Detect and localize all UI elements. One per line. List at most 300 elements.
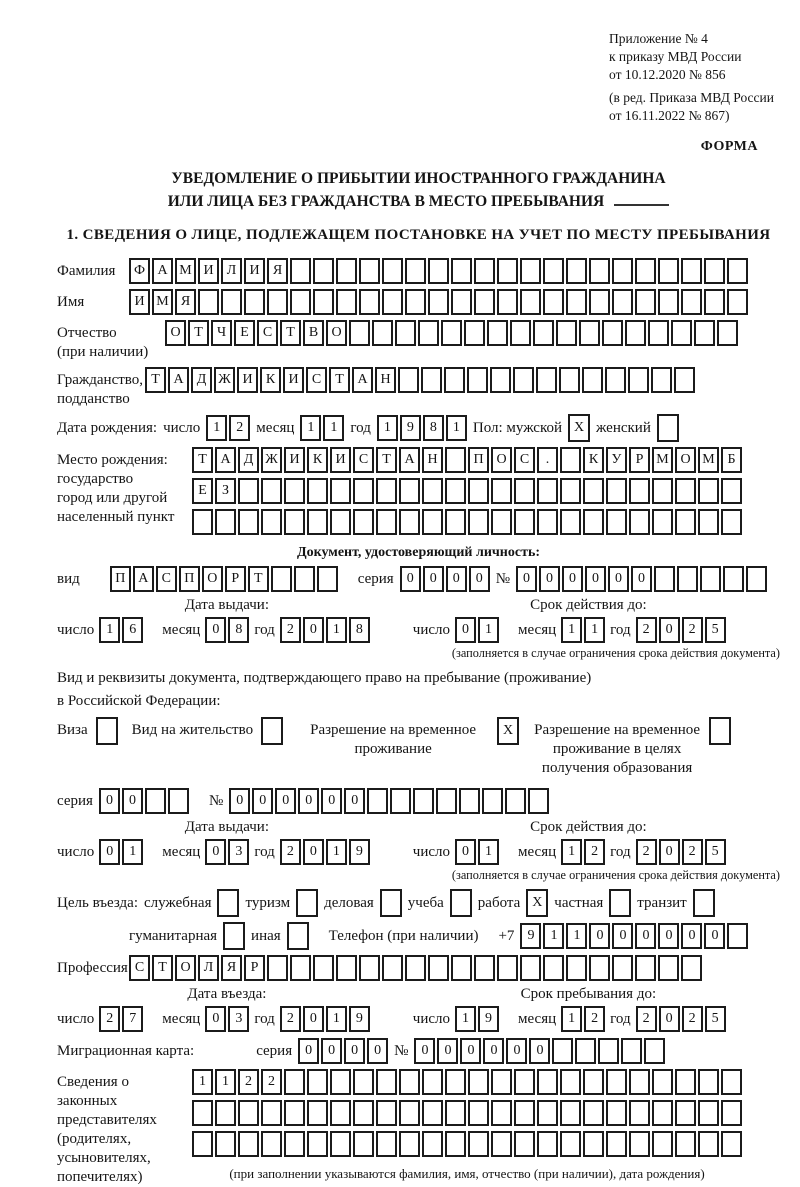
form-cell[interactable] <box>528 788 549 814</box>
form-cell[interactable]: К <box>307 447 328 473</box>
form-cell[interactable] <box>445 509 466 535</box>
form-cell[interactable] <box>215 1131 236 1157</box>
form-cell[interactable] <box>491 1131 512 1157</box>
form-cell[interactable] <box>382 258 403 284</box>
form-cell[interactable] <box>625 320 646 346</box>
form-cell[interactable] <box>459 788 480 814</box>
form-cell[interactable] <box>497 258 518 284</box>
form-cell[interactable]: А <box>152 258 173 284</box>
form-cell[interactable] <box>307 1100 328 1126</box>
form-cell[interactable] <box>629 1100 650 1126</box>
form-cell[interactable] <box>583 1069 604 1095</box>
form-cell[interactable] <box>353 478 374 504</box>
form-cell[interactable]: 2 <box>280 1006 301 1032</box>
form-cell[interactable]: 0 <box>681 923 702 949</box>
form-cell[interactable] <box>717 320 738 346</box>
form-cell[interactable] <box>694 320 715 346</box>
form-cell[interactable]: 0 <box>205 1006 226 1032</box>
form-cell[interactable] <box>629 509 650 535</box>
form-cell[interactable]: 0 <box>414 1038 435 1064</box>
form-cell[interactable]: Л <box>198 955 219 981</box>
form-cell[interactable]: О <box>326 320 347 346</box>
form-cell[interactable] <box>727 923 748 949</box>
form-cell[interactable]: 0 <box>635 923 656 949</box>
form-cell[interactable]: 0 <box>122 788 143 814</box>
temp-residence-checkbox[interactable]: X <box>497 717 519 745</box>
form-cell[interactable] <box>677 566 698 592</box>
form-cell[interactable]: И <box>237 367 258 393</box>
form-cell[interactable]: 8 <box>423 415 444 441</box>
form-cell[interactable]: С <box>129 955 150 981</box>
form-cell[interactable] <box>559 367 580 393</box>
form-cell[interactable] <box>671 320 692 346</box>
form-cell[interactable]: Я <box>175 289 196 315</box>
form-cell[interactable]: Ч <box>211 320 232 346</box>
form-cell[interactable] <box>635 289 656 315</box>
form-cell[interactable] <box>491 1069 512 1095</box>
form-cell[interactable] <box>284 1131 305 1157</box>
form-cell[interactable] <box>474 955 495 981</box>
form-cell[interactable] <box>444 367 465 393</box>
form-cell[interactable] <box>513 367 534 393</box>
form-cell[interactable] <box>674 367 695 393</box>
form-cell[interactable]: 0 <box>608 566 629 592</box>
form-cell[interactable]: 0 <box>539 566 560 592</box>
form-cell[interactable] <box>451 289 472 315</box>
form-cell[interactable] <box>514 478 535 504</box>
form-cell[interactable]: 1 <box>561 617 582 643</box>
form-cell[interactable]: 1 <box>323 415 344 441</box>
form-cell[interactable]: 0 <box>659 1006 680 1032</box>
form-cell[interactable]: И <box>244 258 265 284</box>
form-cell[interactable] <box>698 1100 719 1126</box>
form-cell[interactable] <box>422 1100 443 1126</box>
form-cell[interactable] <box>652 509 673 535</box>
form-cell[interactable] <box>399 1131 420 1157</box>
form-cell[interactable] <box>566 955 587 981</box>
form-cell[interactable] <box>441 320 462 346</box>
form-cell[interactable] <box>192 1131 213 1157</box>
form-cell[interactable]: 1 <box>326 617 347 643</box>
form-cell[interactable] <box>376 478 397 504</box>
form-cell[interactable] <box>330 478 351 504</box>
form-cell[interactable] <box>589 955 610 981</box>
form-cell[interactable] <box>428 955 449 981</box>
form-cell[interactable] <box>560 1131 581 1157</box>
form-cell[interactable]: И <box>284 447 305 473</box>
form-cell[interactable] <box>468 478 489 504</box>
form-cell[interactable] <box>552 1038 573 1064</box>
form-cell[interactable]: 2 <box>238 1069 259 1095</box>
form-cell[interactable] <box>353 1131 374 1157</box>
form-cell[interactable] <box>497 289 518 315</box>
form-cell[interactable]: 9 <box>349 839 370 865</box>
form-cell[interactable] <box>721 478 742 504</box>
form-cell[interactable] <box>583 1131 604 1157</box>
form-cell[interactable] <box>468 1069 489 1095</box>
form-cell[interactable] <box>261 1131 282 1157</box>
form-cell[interactable]: 0 <box>303 1006 324 1032</box>
form-cell[interactable] <box>652 478 673 504</box>
form-cell[interactable]: 3 <box>228 1006 249 1032</box>
form-cell[interactable] <box>560 1069 581 1095</box>
form-cell[interactable]: Р <box>225 566 246 592</box>
purpose-private-checkbox[interactable] <box>609 889 631 917</box>
form-cell[interactable] <box>330 1131 351 1157</box>
form-cell[interactable]: С <box>257 320 278 346</box>
form-cell[interactable] <box>307 509 328 535</box>
form-cell[interactable] <box>658 955 679 981</box>
form-cell[interactable] <box>658 258 679 284</box>
form-cell[interactable] <box>543 955 564 981</box>
form-cell[interactable] <box>612 258 633 284</box>
form-cell[interactable] <box>445 478 466 504</box>
form-cell[interactable] <box>422 509 443 535</box>
form-cell[interactable] <box>537 1100 558 1126</box>
form-cell[interactable]: Т <box>280 320 301 346</box>
form-cell[interactable]: 0 <box>321 788 342 814</box>
form-cell[interactable] <box>658 289 679 315</box>
form-cell[interactable]: А <box>352 367 373 393</box>
form-cell[interactable] <box>353 509 374 535</box>
form-cell[interactable] <box>602 320 623 346</box>
form-cell[interactable] <box>464 320 485 346</box>
form-cell[interactable] <box>238 478 259 504</box>
form-cell[interactable] <box>721 509 742 535</box>
form-cell[interactable]: 6 <box>122 617 143 643</box>
form-cell[interactable]: 0 <box>483 1038 504 1064</box>
form-cell[interactable]: 0 <box>205 617 226 643</box>
form-cell[interactable]: 7 <box>122 1006 143 1032</box>
form-cell[interactable] <box>451 258 472 284</box>
form-cell[interactable] <box>606 478 627 504</box>
form-cell[interactable] <box>445 1131 466 1157</box>
form-cell[interactable]: 0 <box>589 923 610 949</box>
form-cell[interactable] <box>284 1069 305 1095</box>
form-cell[interactable]: М <box>698 447 719 473</box>
form-cell[interactable] <box>491 478 512 504</box>
form-cell[interactable]: 0 <box>704 923 725 949</box>
form-cell[interactable]: 2 <box>682 1006 703 1032</box>
form-cell[interactable] <box>399 1100 420 1126</box>
form-cell[interactable] <box>491 509 512 535</box>
form-cell[interactable] <box>652 1131 673 1157</box>
form-cell[interactable] <box>405 258 426 284</box>
form-cell[interactable]: 2 <box>261 1069 282 1095</box>
form-cell[interactable] <box>145 788 166 814</box>
form-cell[interactable] <box>468 1100 489 1126</box>
purpose-work-checkbox[interactable]: X <box>526 889 548 917</box>
form-cell[interactable]: Т <box>376 447 397 473</box>
form-cell[interactable]: Д <box>191 367 212 393</box>
form-cell[interactable]: 0 <box>658 923 679 949</box>
form-cell[interactable]: А <box>215 447 236 473</box>
form-cell[interactable]: 2 <box>682 839 703 865</box>
form-cell[interactable]: 0 <box>229 788 250 814</box>
form-cell[interactable] <box>382 289 403 315</box>
form-cell[interactable]: Т <box>192 447 213 473</box>
form-cell[interactable] <box>474 258 495 284</box>
form-cell[interactable]: 0 <box>516 566 537 592</box>
form-cell[interactable] <box>428 289 449 315</box>
form-cell[interactable] <box>583 1100 604 1126</box>
form-cell[interactable] <box>271 566 292 592</box>
form-cell[interactable] <box>543 289 564 315</box>
form-cell[interactable]: З <box>215 478 236 504</box>
form-cell[interactable]: 1 <box>300 415 321 441</box>
form-cell[interactable] <box>635 955 656 981</box>
form-cell[interactable]: 0 <box>303 617 324 643</box>
form-cell[interactable]: Ф <box>129 258 150 284</box>
form-cell[interactable] <box>330 1100 351 1126</box>
form-cell[interactable] <box>490 367 511 393</box>
form-cell[interactable] <box>698 1069 719 1095</box>
form-cell[interactable] <box>482 788 503 814</box>
form-cell[interactable]: 1 <box>326 1006 347 1032</box>
form-cell[interactable] <box>721 1131 742 1157</box>
form-cell[interactable] <box>533 320 554 346</box>
form-cell[interactable] <box>307 478 328 504</box>
form-cell[interactable] <box>261 1100 282 1126</box>
form-cell[interactable]: 1 <box>478 617 499 643</box>
form-cell[interactable] <box>566 289 587 315</box>
form-cell[interactable] <box>704 289 725 315</box>
form-cell[interactable]: 1 <box>326 839 347 865</box>
form-cell[interactable] <box>422 1069 443 1095</box>
form-cell[interactable]: С <box>156 566 177 592</box>
form-cell[interactable]: П <box>179 566 200 592</box>
form-cell[interactable] <box>168 788 189 814</box>
form-cell[interactable] <box>727 258 748 284</box>
purpose-transit-checkbox[interactable] <box>693 889 715 917</box>
form-cell[interactable] <box>628 367 649 393</box>
form-cell[interactable] <box>238 1100 259 1126</box>
form-cell[interactable]: 1 <box>446 415 467 441</box>
form-cell[interactable]: А <box>133 566 154 592</box>
form-cell[interactable] <box>290 955 311 981</box>
form-cell[interactable] <box>510 320 531 346</box>
form-cell[interactable]: Р <box>244 955 265 981</box>
form-cell[interactable]: Л <box>221 258 242 284</box>
form-cell[interactable] <box>238 1131 259 1157</box>
form-cell[interactable] <box>376 1069 397 1095</box>
form-cell[interactable] <box>675 478 696 504</box>
form-cell[interactable] <box>290 289 311 315</box>
form-cell[interactable] <box>244 289 265 315</box>
form-cell[interactable]: Н <box>422 447 443 473</box>
form-cell[interactable]: М <box>652 447 673 473</box>
form-cell[interactable] <box>307 1131 328 1157</box>
form-cell[interactable]: 0 <box>455 839 476 865</box>
form-cell[interactable]: Ж <box>261 447 282 473</box>
form-cell[interactable] <box>284 1100 305 1126</box>
form-cell[interactable]: С <box>514 447 535 473</box>
form-cell[interactable]: . <box>537 447 558 473</box>
form-cell[interactable] <box>497 955 518 981</box>
form-cell[interactable] <box>505 788 526 814</box>
form-cell[interactable] <box>399 478 420 504</box>
form-cell[interactable]: 1 <box>584 617 605 643</box>
form-cell[interactable]: 1 <box>192 1069 213 1095</box>
form-cell[interactable]: 0 <box>631 566 652 592</box>
form-cell[interactable]: 2 <box>636 617 657 643</box>
form-cell[interactable] <box>629 1131 650 1157</box>
purpose-study-checkbox[interactable] <box>450 889 472 917</box>
form-cell[interactable] <box>675 1131 696 1157</box>
form-cell[interactable]: 0 <box>344 788 365 814</box>
purpose-business-checkbox[interactable] <box>380 889 402 917</box>
sex-male-checkbox[interactable]: X <box>568 414 590 442</box>
form-cell[interactable]: 8 <box>228 617 249 643</box>
form-cell[interactable]: П <box>110 566 131 592</box>
form-cell[interactable]: М <box>152 289 173 315</box>
form-cell[interactable]: 0 <box>437 1038 458 1064</box>
form-cell[interactable] <box>644 1038 665 1064</box>
form-cell[interactable] <box>566 258 587 284</box>
form-cell[interactable]: 0 <box>252 788 273 814</box>
form-cell[interactable]: 9 <box>478 1006 499 1032</box>
form-cell[interactable] <box>537 509 558 535</box>
form-cell[interactable] <box>514 1131 535 1157</box>
form-cell[interactable] <box>284 509 305 535</box>
form-cell[interactable] <box>313 258 334 284</box>
visa-checkbox[interactable] <box>96 717 118 745</box>
form-cell[interactable] <box>520 289 541 315</box>
form-cell[interactable] <box>445 1069 466 1095</box>
form-cell[interactable] <box>376 509 397 535</box>
form-cell[interactable] <box>445 1100 466 1126</box>
form-cell[interactable] <box>330 1069 351 1095</box>
form-cell[interactable]: 2 <box>229 415 250 441</box>
form-cell[interactable] <box>635 258 656 284</box>
form-cell[interactable] <box>698 509 719 535</box>
form-cell[interactable]: 0 <box>321 1038 342 1064</box>
form-cell[interactable]: 0 <box>298 1038 319 1064</box>
form-cell[interactable]: 1 <box>215 1069 236 1095</box>
form-cell[interactable]: Т <box>152 955 173 981</box>
form-cell[interactable]: С <box>306 367 327 393</box>
form-cell[interactable] <box>467 367 488 393</box>
form-cell[interactable] <box>652 1100 673 1126</box>
form-cell[interactable] <box>583 478 604 504</box>
form-cell[interactable]: 2 <box>636 1006 657 1032</box>
form-cell[interactable] <box>284 478 305 504</box>
form-cell[interactable] <box>192 509 213 535</box>
form-cell[interactable] <box>606 1069 627 1095</box>
form-cell[interactable] <box>560 478 581 504</box>
purpose-tourism-checkbox[interactable] <box>296 889 318 917</box>
form-cell[interactable] <box>675 1069 696 1095</box>
form-cell[interactable] <box>681 258 702 284</box>
form-cell[interactable]: 0 <box>298 788 319 814</box>
form-cell[interactable]: 2 <box>682 617 703 643</box>
form-cell[interactable] <box>491 1100 512 1126</box>
form-cell[interactable]: 2 <box>99 1006 120 1032</box>
form-cell[interactable] <box>721 1100 742 1126</box>
form-cell[interactable] <box>556 320 577 346</box>
form-cell[interactable]: 9 <box>349 1006 370 1032</box>
form-cell[interactable]: 1 <box>122 839 143 865</box>
form-cell[interactable]: 2 <box>584 839 605 865</box>
form-cell[interactable] <box>514 509 535 535</box>
form-cell[interactable]: 0 <box>659 839 680 865</box>
form-cell[interactable]: О <box>175 955 196 981</box>
form-cell[interactable] <box>376 1131 397 1157</box>
form-cell[interactable] <box>474 289 495 315</box>
form-cell[interactable] <box>629 478 650 504</box>
form-cell[interactable]: И <box>198 258 219 284</box>
form-cell[interactable] <box>514 1100 535 1126</box>
form-cell[interactable] <box>418 320 439 346</box>
form-cell[interactable]: В <box>303 320 324 346</box>
form-cell[interactable] <box>675 509 696 535</box>
form-cell[interactable] <box>514 1069 535 1095</box>
purpose-other-checkbox[interactable] <box>287 922 309 950</box>
form-cell[interactable] <box>606 1100 627 1126</box>
form-cell[interactable]: К <box>260 367 281 393</box>
form-cell[interactable] <box>675 1100 696 1126</box>
form-cell[interactable] <box>294 566 315 592</box>
temp-residence-education-checkbox[interactable] <box>709 717 731 745</box>
residence-permit-checkbox[interactable] <box>261 717 283 745</box>
form-cell[interactable] <box>399 1069 420 1095</box>
form-cell[interactable] <box>422 478 443 504</box>
form-cell[interactable] <box>336 289 357 315</box>
form-cell[interactable] <box>330 509 351 535</box>
form-cell[interactable] <box>704 258 725 284</box>
form-cell[interactable] <box>575 1038 596 1064</box>
form-cell[interactable]: 5 <box>705 617 726 643</box>
form-cell[interactable] <box>651 367 672 393</box>
form-cell[interactable]: 0 <box>99 788 120 814</box>
form-cell[interactable]: Т <box>329 367 350 393</box>
form-cell[interactable] <box>606 1131 627 1157</box>
form-cell[interactable] <box>468 509 489 535</box>
form-cell[interactable] <box>405 955 426 981</box>
form-cell[interactable] <box>349 320 370 346</box>
form-cell[interactable]: И <box>129 289 150 315</box>
form-cell[interactable] <box>395 320 416 346</box>
form-cell[interactable] <box>390 788 411 814</box>
form-cell[interactable]: 1 <box>377 415 398 441</box>
form-cell[interactable]: 0 <box>659 617 680 643</box>
form-cell[interactable] <box>537 478 558 504</box>
form-cell[interactable]: 0 <box>400 566 421 592</box>
form-cell[interactable] <box>267 289 288 315</box>
form-cell[interactable] <box>399 509 420 535</box>
form-cell[interactable]: 2 <box>584 1006 605 1032</box>
form-cell[interactable] <box>579 320 600 346</box>
form-cell[interactable]: 0 <box>562 566 583 592</box>
form-cell[interactable]: 0 <box>99 839 120 865</box>
form-cell[interactable] <box>698 1131 719 1157</box>
form-cell[interactable]: У <box>606 447 627 473</box>
form-cell[interactable] <box>445 447 466 473</box>
form-cell[interactable] <box>353 1069 374 1095</box>
form-cell[interactable] <box>598 1038 619 1064</box>
form-cell[interactable]: 0 <box>585 566 606 592</box>
form-cell[interactable] <box>648 320 669 346</box>
form-cell[interactable] <box>698 478 719 504</box>
form-cell[interactable] <box>560 1100 581 1126</box>
form-cell[interactable]: 5 <box>705 1006 726 1032</box>
form-cell[interactable] <box>629 1069 650 1095</box>
form-cell[interactable] <box>582 367 603 393</box>
form-cell[interactable] <box>413 788 434 814</box>
form-cell[interactable]: 2 <box>636 839 657 865</box>
form-cell[interactable] <box>336 258 357 284</box>
form-cell[interactable]: 0 <box>303 839 324 865</box>
